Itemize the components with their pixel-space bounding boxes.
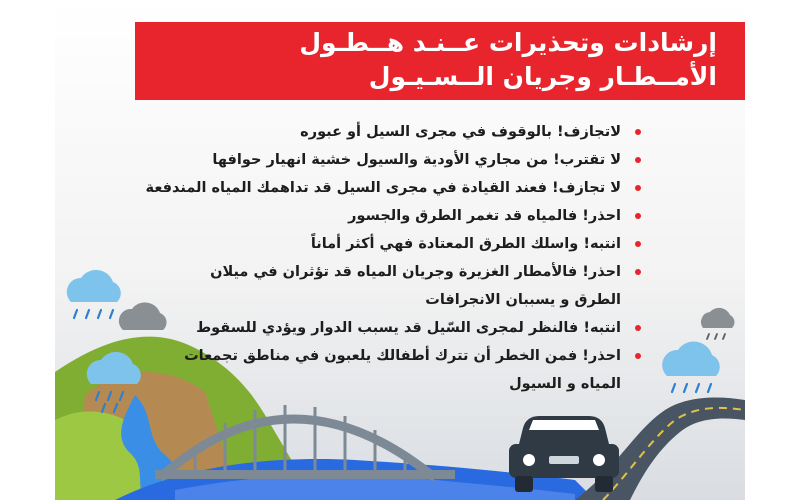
list-item-text: لا تقترب! من مجاري الأودية والسيول خشية انهيار حوافها <box>212 152 621 168</box>
list-item <box>135 118 647 146</box>
list-item-text: لاتجازف! بالوقوف في مجرى السيل أو عبوره <box>300 124 621 140</box>
list-item <box>135 258 647 314</box>
title-banner <box>135 22 745 100</box>
list-item <box>135 146 647 174</box>
list-item <box>135 174 647 202</box>
list-item <box>135 230 647 258</box>
title-line-1: إرشادات وتحذيرات عــنـد هــطـول <box>299 28 717 57</box>
list-item-text: احذر! فمن الخطر أن تترك أطفالك يلعبون في مناطق تجمعات <box>184 348 621 364</box>
list-item-text: انتبه! واسلك الطرق المعتادة فهي أكثر أماناً <box>310 236 621 252</box>
rain-cloud-icon <box>67 270 121 318</box>
rain-cloud-icon <box>662 342 720 392</box>
list-item-text: الطرق و يسببان الانجرافات <box>425 292 621 308</box>
list-item-text: احذر! فالمياه قد تغمر الطرق والجسور <box>348 208 621 224</box>
list-item <box>135 314 647 342</box>
list-item <box>135 202 647 230</box>
guidelines-list <box>135 118 647 398</box>
infographic-card <box>55 0 745 500</box>
list-item-text: المياه و السيول <box>509 376 621 392</box>
title-line-2: الأمــطـار وجريان الــسـيـول <box>368 62 717 91</box>
rain-cloud-icon <box>701 308 735 339</box>
list-item <box>135 342 647 398</box>
list-item-text: احذر! فالأمطار الغزيرة وجريان المياه قد تؤثران في ميلان <box>210 264 621 280</box>
list-item-text: انتبه! فالنظر لمجرى السّيل قد يسبب الدوار ويؤدي للسقوط <box>196 320 621 336</box>
list-item-text: لا تجازف! فعند القيادة في مجرى السيل قد تداهمك المياه المندفعة <box>145 180 621 196</box>
